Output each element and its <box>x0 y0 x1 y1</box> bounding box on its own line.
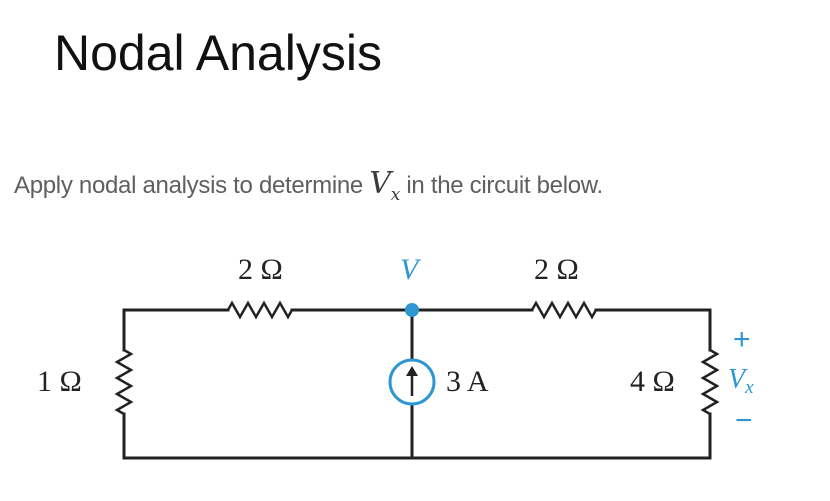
vx-label: Vx <box>728 364 754 398</box>
resistor-left <box>117 350 131 414</box>
resistor-top-right <box>532 303 596 317</box>
label-right-resistor: 4 Ω <box>630 365 675 398</box>
prompt-text-before: Apply nodal analysis to determine <box>14 172 370 199</box>
label-top-right-resistor: 2 Ω <box>534 253 579 286</box>
vx-plus-sign: + <box>733 323 751 356</box>
resistor-top-left <box>228 303 292 317</box>
node-v-dot <box>405 303 419 317</box>
resistor-right <box>703 350 717 414</box>
label-current-source: 3 A <box>446 365 489 398</box>
vx-variable: $V_x$ <box>369 166 401 205</box>
label-node-v: V <box>400 253 419 286</box>
label-top-left-resistor: 2 Ω <box>238 253 283 286</box>
label-left-resistor: 1 Ω <box>37 365 82 398</box>
prompt-text-after: in the circuit below. <box>400 172 603 199</box>
page-title: Nodal Analysis <box>54 25 382 81</box>
vx-minus-sign: − <box>735 404 753 437</box>
